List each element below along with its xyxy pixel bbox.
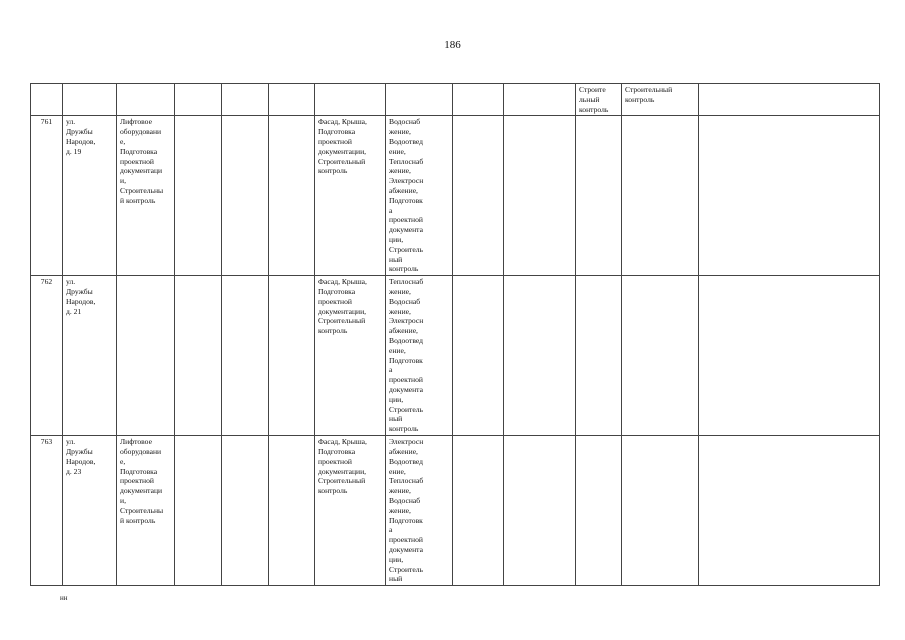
empty-cell: [269, 436, 315, 586]
works-cell: Фасад, Крыша, Подготовка проектной документации, Строительный контроль: [315, 276, 386, 436]
table-row: [31, 436, 880, 586]
empty-cell: [222, 276, 269, 436]
empty-cell: [576, 116, 622, 276]
works-cell: [117, 276, 175, 436]
empty-cell: [175, 436, 222, 586]
works-cell: Лифтовое оборудовани е, Подготовка проектной документаци и, Строительны й контроль: [117, 436, 175, 586]
header-cell: [117, 84, 175, 116]
header-cell: [386, 84, 453, 116]
empty-cell: [269, 276, 315, 436]
address-cell: ул. Дружбы Народов, д. 23: [63, 436, 117, 586]
works-cell: Электросн абжение, Водоотвед ение, Теплоснаб жение, Водоснаб жение, Подготовк а проектной документа ции, Строитель ный: [386, 436, 453, 586]
works-cell: Фасад, Крыша, Подготовка проектной документации, Строительный контроль: [315, 116, 386, 276]
empty-cell: [453, 116, 504, 276]
header-cell: Строительный контроль: [622, 84, 699, 116]
empty-cell: [269, 116, 315, 276]
empty-cell: [699, 276, 880, 436]
header-cell: Строите льный контроль: [576, 84, 622, 116]
table-header-row: [31, 84, 880, 116]
row-number: 763: [31, 436, 63, 586]
works-cell: Теплоснаб жение, Водоснаб жение, Электросн абжение, Водоотвед ение, Подготовк а проектной документа ции, Строитель ный контроль: [386, 276, 453, 436]
works-cell: Лифтовое оборудовани е, Подготовка проектной документаци и, Строительны й контроль: [117, 116, 175, 276]
table-row: [31, 276, 880, 436]
empty-cell: [504, 436, 576, 586]
header-cell: [453, 84, 504, 116]
works-cell: Водоснаб жение, Водоотвед ение, Теплоснаб жение, Электросн абжение, Подготовк а проектной документа ции, Строитель ный контроль: [386, 116, 453, 276]
empty-cell: [453, 276, 504, 436]
empty-cell: [175, 116, 222, 276]
empty-cell: [622, 276, 699, 436]
header-cell: [504, 84, 576, 116]
empty-cell: [175, 276, 222, 436]
empty-cell: [576, 276, 622, 436]
header-cell: [315, 84, 386, 116]
row-number: 762: [31, 276, 63, 436]
header-cell: [222, 84, 269, 116]
row-number: 761: [31, 116, 63, 276]
works-cell: Фасад, Крыша, Подготовка проектной документации, Строительный контроль: [315, 436, 386, 586]
address-cell: ул. Дружбы Народов, д. 21: [63, 276, 117, 436]
empty-cell: [504, 276, 576, 436]
header-cell: [175, 84, 222, 116]
empty-cell: [699, 436, 880, 586]
empty-cell: [222, 116, 269, 276]
empty-cell: [622, 436, 699, 586]
empty-cell: [453, 436, 504, 586]
empty-cell: [622, 116, 699, 276]
header-cell: [269, 84, 315, 116]
header-cell: [63, 84, 117, 116]
works-table: [30, 83, 880, 586]
empty-cell: [222, 436, 269, 586]
header-cell: [699, 84, 880, 116]
empty-cell: [504, 116, 576, 276]
footer-mark: нн: [60, 594, 68, 602]
table-row: [31, 116, 880, 276]
header-cell: [31, 84, 63, 116]
empty-cell: [699, 116, 880, 276]
page-number: 186: [444, 39, 461, 51]
empty-cell: [576, 436, 622, 586]
address-cell: ул. Дружбы Народов, д. 19: [63, 116, 117, 276]
